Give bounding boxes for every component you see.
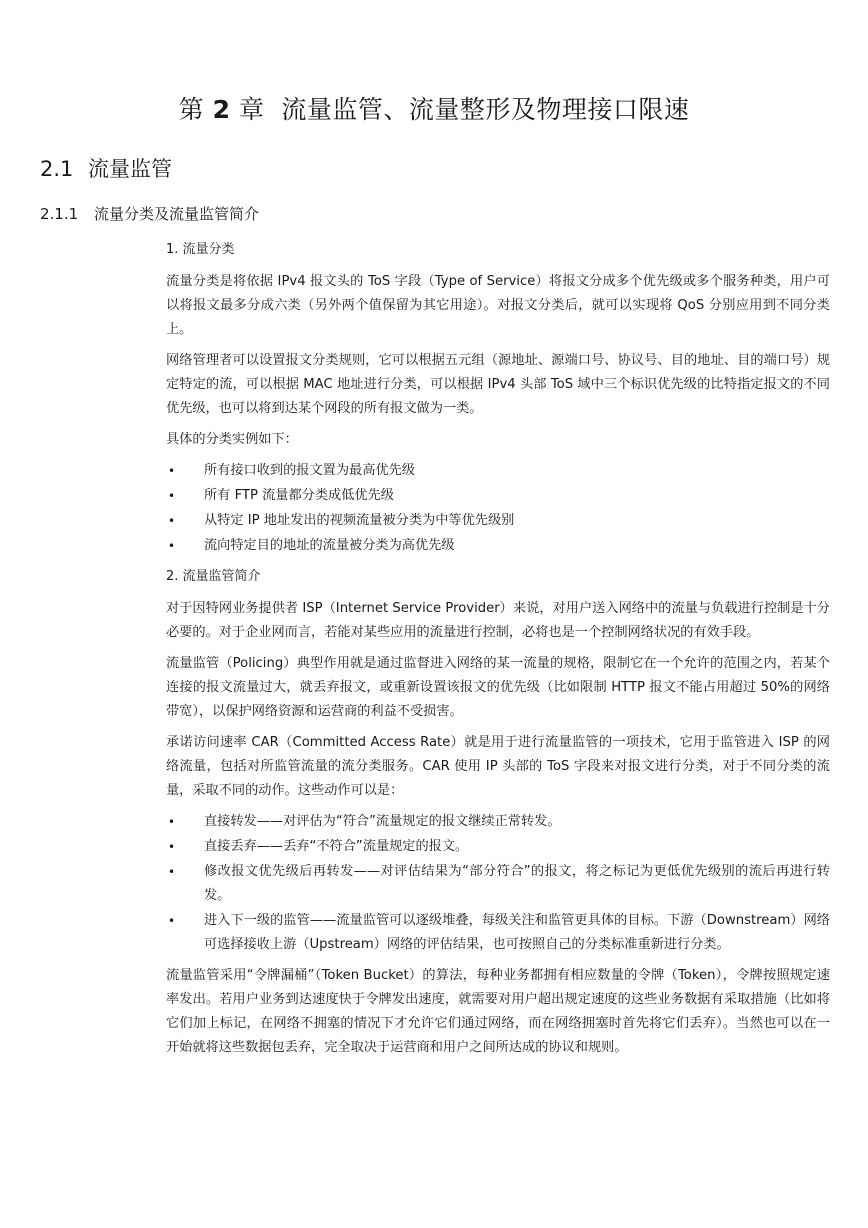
part1-paragraph-3: 具体的分类实例如下：	[166, 432, 298, 447]
part2-heading: 2. 流量监管简介	[166, 569, 261, 584]
list-item: • 流向特定目的地址的流量被分类为高优先级	[166, 534, 830, 558]
subsection-heading	[40, 203, 259, 224]
list-item: • 直接丢弃——丢弃“不符合”流量规定的报文。	[166, 835, 830, 859]
chapter-prefix: 第	[178, 95, 205, 124]
chapter-number: 2	[212, 95, 231, 124]
part1-heading: 1. 流量分类	[166, 242, 235, 257]
part2-paragraph-2: 流量监管（Policing）典型作用就是通过监督进入网络的某一流量的规格，限制它在一个允许的范围之内，若某个连接的报文流量过大，就丢弃报文，或重新设置该报文的优先级（比如限制 HTTP 报文不能占用超过 50%的网络带宽），以保护网络资源和运营商的利益不受损害。	[166, 656, 830, 719]
list-item: • 所有 FTP 流量都分类成低优先级	[166, 484, 830, 508]
chapter-title	[0, 90, 868, 126]
list-item: • 进入下一级的监管——流量监管可以逐级堆叠，每级关注和监管更具体的目标。下游（Downstream）网络可选择接收上游（Upstream）网络的评估结果，也可按照自己的分类标准重新进行分类。	[166, 909, 830, 957]
list-item: • 直接转发——对评估为“符合”流量规定的报文继续正常转发。	[166, 810, 830, 834]
list-item: • 修改报文优先级后再转发——对评估结果为“部分符合”的报文，将之标记为更低优先级别的流后再进行转发。	[166, 860, 830, 908]
part2-paragraph-3: 承诺访问速率 CAR（Committed Access Rate）就是用于进行流量监管的一项技术，它用于监管进入 ISP 的网络流量，包括对所监管流量的流分类服务。CAR 使用 IP 头部的 ToS 字段来对报文进行分类，对于不同分类的流量，采取不同的动作。这些动作可以是：	[166, 735, 830, 798]
list-item: • 从特定 IP 地址发出的视频流量被分类为中等优先级别	[166, 509, 830, 533]
part2-paragraph-1: 对于因特网业务提供者 ISP（Internet Service Provider）来说，对用户送入网络中的流量与负载进行控制是十分必要的。对于企业网而言，若能对某些应用的流量进行控制，必将也是一个控制网络状况的有效手段。	[166, 601, 830, 640]
list-item: • 所有接口收到的报文置为最高优先级	[166, 459, 830, 483]
chapter-title-text: 流量监管、流量整形及物理接口限速	[281, 95, 690, 124]
section-title: 流量监管	[88, 157, 172, 181]
part1-paragraph-2: 网络管理者可以设置报文分类规则，它可以根据五元组（源地址、源端口号、协议号、目的地址、目的端口号）规定特定的流，可以根据 MAC 地址进行分类，可以根据 IPv4 头部 ToS 域中三个标识优先级的比特指定报文的不同优先级，也可以将到达某个网段的所有报文做为一类。	[166, 353, 830, 416]
subsection-title: 流量分类及流量监管简介	[94, 205, 260, 223]
part2-bullet-list	[166, 810, 830, 957]
subsection-number: 2.1.1	[40, 205, 79, 223]
part1-bullet-list	[166, 459, 830, 558]
section-number: 2.1	[40, 157, 74, 181]
body-text	[166, 238, 830, 1067]
part2-closing-paragraph: 流量监管采用“令牌漏桶”（Token Bucket）的算法，每种业务都拥有相应数量的令牌（Token），令牌按照规定速率发出。若用户业务到达速度快于令牌发出速度，就需要对用户超出规定速度的这些业务数据有采取措施（比如将它们加上标记，在网络不拥塞的情况下才允许它们通过网络，而在网络拥塞时首先将它们丢弃）。当然也可以在一开始就将这些数据包丢弃，完全取决于运营商和用户之间所达成的协议和规则。	[166, 968, 830, 1055]
part1-paragraph-1: 流量分类是将依据 IPv4 报文头的 ToS 字段（Type of Service）将报文分成多个优先级或多个服务种类，用户可以将报文最多分成六类（另外两个值保留为其它用途）。对报文分类后，就可以实现将 QoS 分别应用到不同分类上。	[166, 274, 830, 337]
chapter-suffix: 章	[238, 95, 265, 124]
section-heading	[40, 153, 172, 183]
